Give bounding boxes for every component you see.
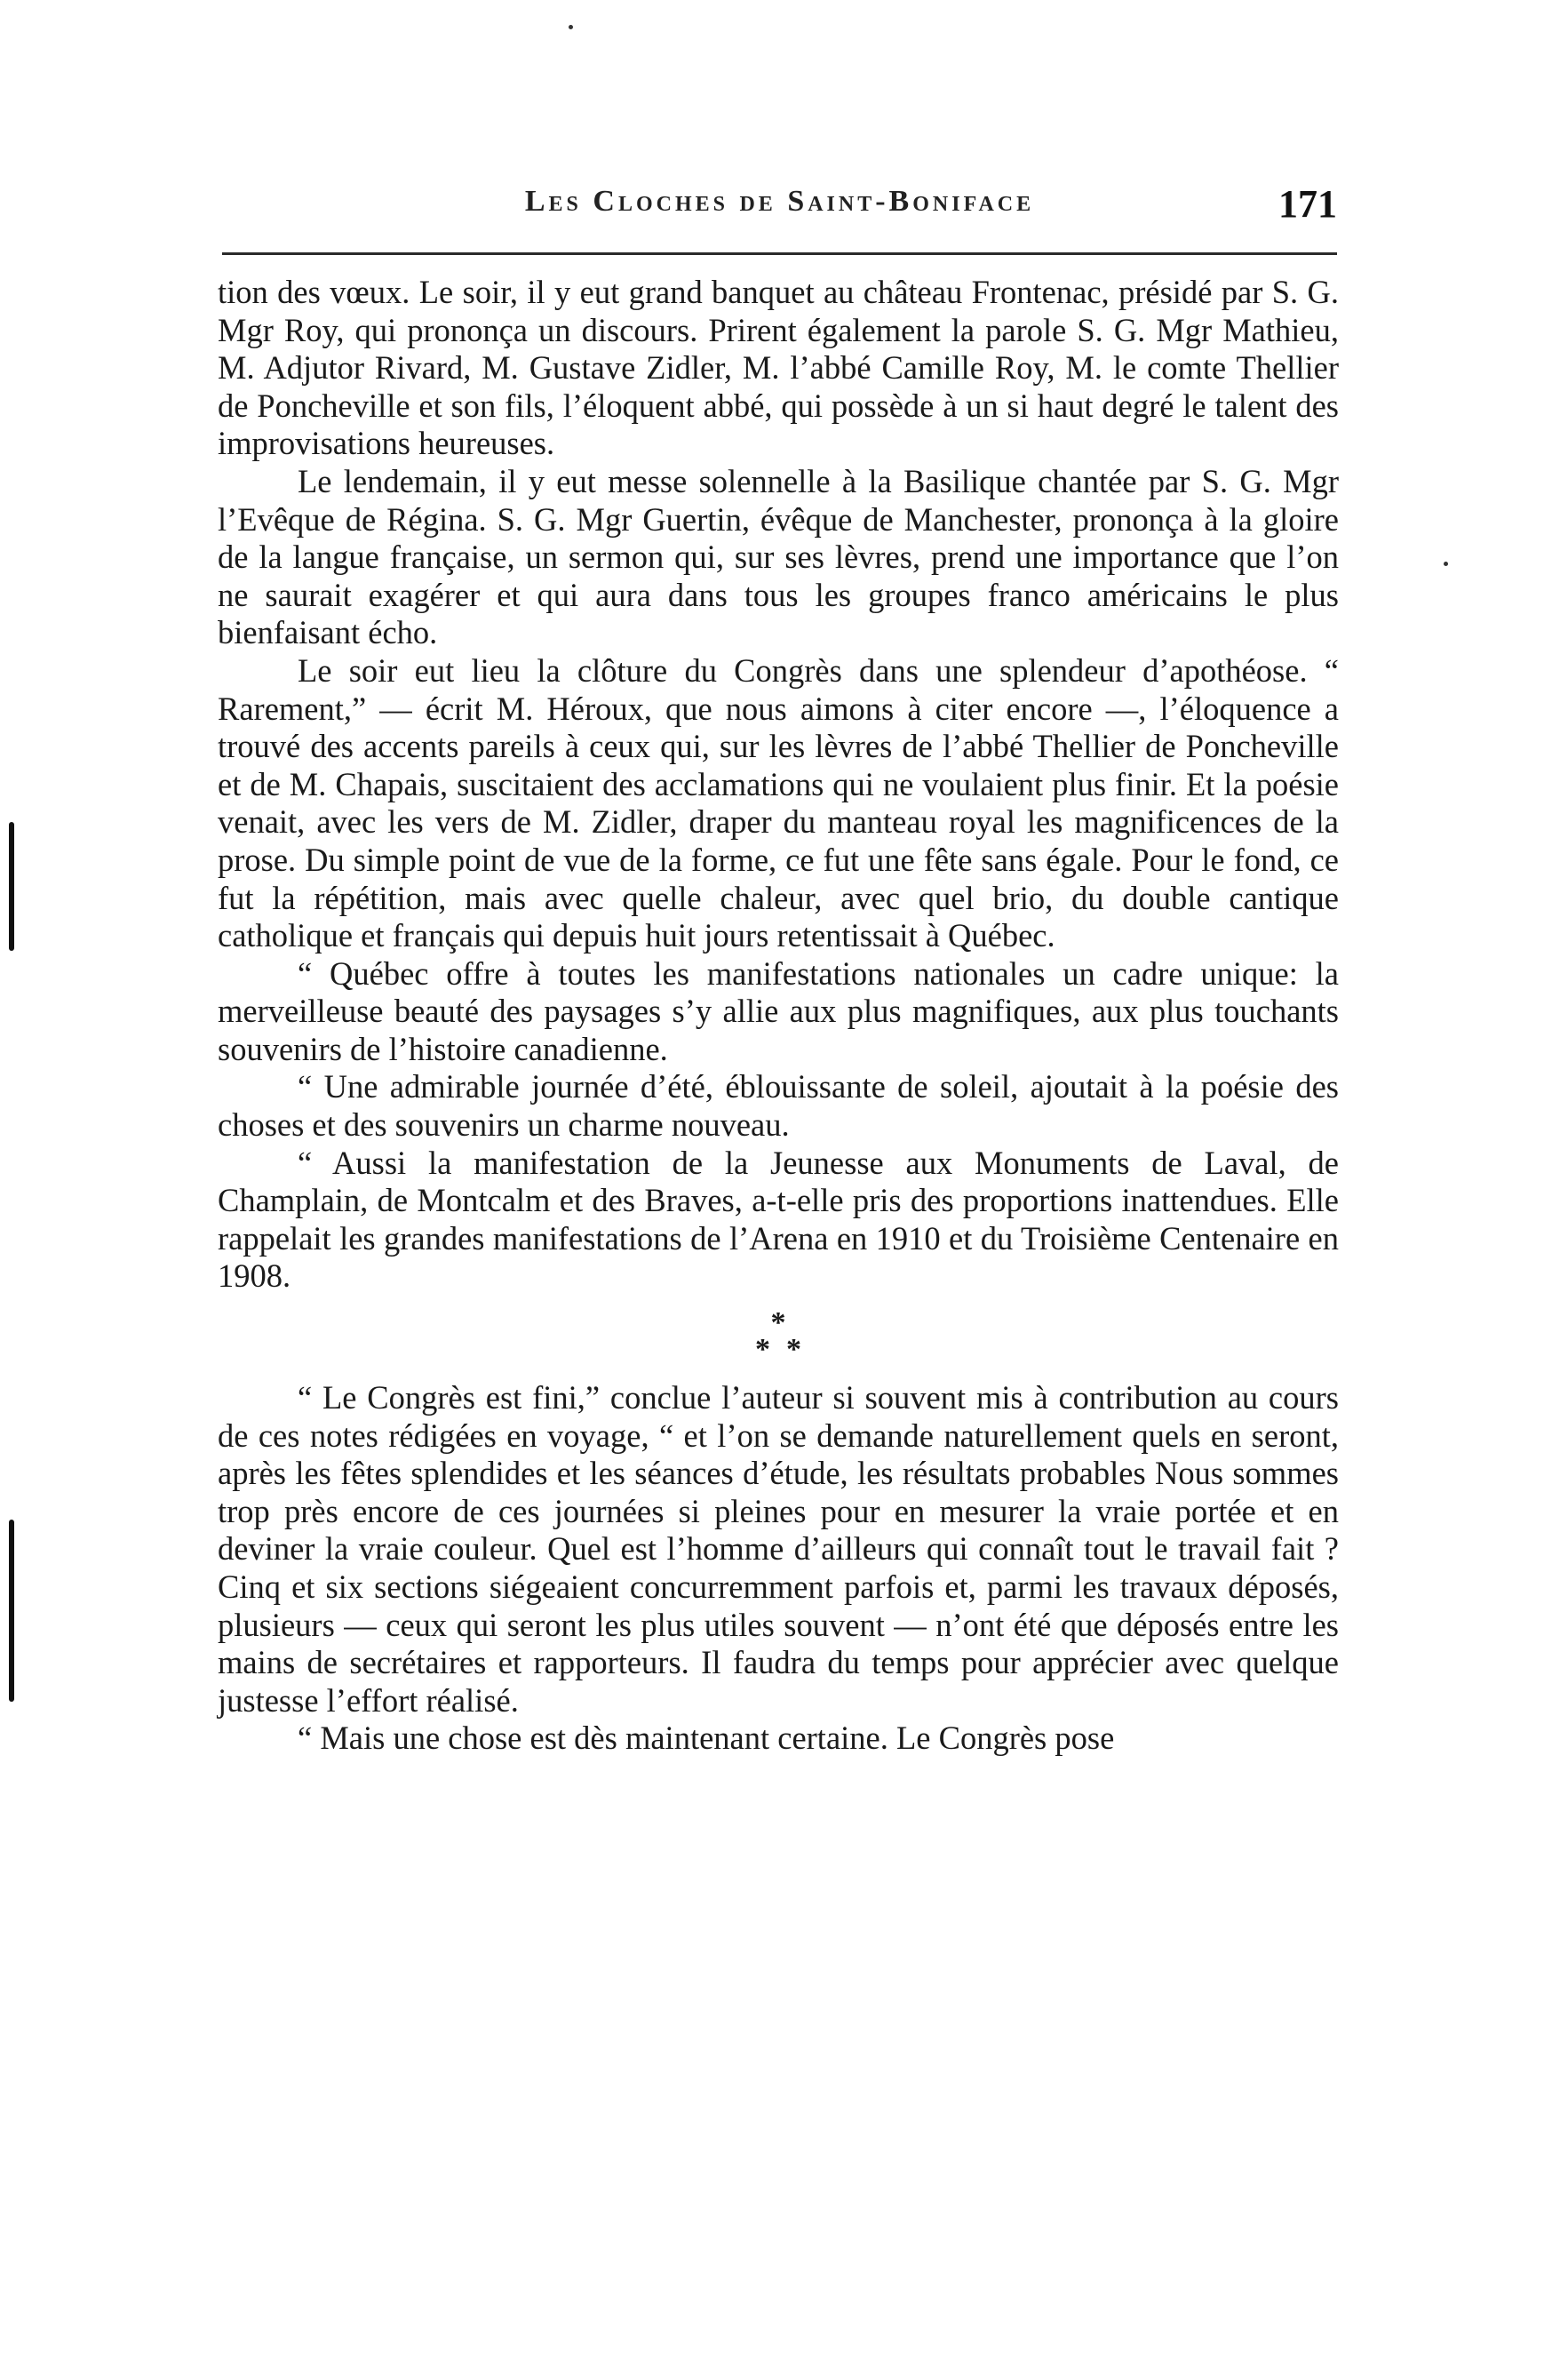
header-rule <box>222 252 1337 255</box>
separator-stars-bottom: ** <box>755 1333 817 1367</box>
separator-star-top: * <box>770 1306 786 1340</box>
scan-speck <box>569 25 573 29</box>
paragraph: “ Québec offre à toutes les manifestations nationales un cadre unique: la merveilleuse beauté des paysages s’y allie aux plus magnifiques, aux plus touchants souvenirs de l’histoire canadienne. <box>218 954 1339 1067</box>
paragraph-continuation: tion des vœux. Le soir, il y eut grand banquet au château Frontenac, présidé par S. G. Mgr Roy, qui prononça un discours. Prirent également la parole S. G. Mgr Mathieu, M. Adjutor Rivard, M. Gustave Zidler, M. l’abbé Camille Roy, M. le comte Thellier de Poncheville et son fils, l’éloquent abbé, qui possède à un si haut degré le talent des improvisations heureuses. <box>218 274 1339 462</box>
paragraph: Le lendemain, il y eut messe solennelle à la Basilique chantée par S. G. Mgr l’Evêque de Régina. S. G. Mgr Guertin, évêque de Manchester, prononça à la gloire de la langue française, un sermon qui, sur ses lèvres, prend une importance que l’on ne saurait exagérer et qui aura dans tous les groupes franco américains le plus bienfaisant écho. <box>218 462 1339 651</box>
margin-mark <box>9 822 14 951</box>
paragraph: “ Aussi la manifestation de la Jeunesse aux Monuments de Laval, de Champlain, de Montcalm et des Braves, a-t-elle pris des proportions inattendues. Elle rappelait les grandes manifestations de l’Arena en 1910 et du Troisième Centenaire en 1908. <box>218 1144 1339 1295</box>
page-number: 171 <box>1278 182 1337 226</box>
paragraph: “ Mais une chose est dès maintenant certaine. Le Congrès pose <box>298 1720 1115 1757</box>
running-head <box>222 182 1337 238</box>
paragraph: “ Une admirable journée d’été, éblouissante de soleil, ajoutait à la poésie des choses et des souvenirs un charme nouveau. <box>218 1068 1339 1144</box>
body-text <box>218 274 1339 1758</box>
paragraph: “ Le Congrès est fini,” conclue l’auteur si souvent mis à contribution au cours de ces notes rédigées en voyage, “ et l’on se demande naturellement quels en seront, après les fêtes splendides et les séances d’étude, les résultats probables Nous sommes trop près encore de ces journées si pleines pour en mesurer la vraie portée et en deviner la vraie couleur. Quel est l’homme d’ailleurs qui connaît tout le travail fait ? Cinq et six sections siégeaient concurremment parfois et, parmi les travaux déposés, plusieurs — ceux qui seront les plus utiles souvent — n’ont été que déposés entre les mains de secrétaires et rapporteurs. Il faudra du temps pour apprécier avec quelque justesse l’effort réalisé. <box>218 1379 1339 1719</box>
running-title: Les Cloches de Saint-Boniface <box>524 185 1035 218</box>
scan-speck <box>1444 562 1448 566</box>
margin-mark <box>9 1520 14 1702</box>
paragraph: Le soir eut lieu la clôture du Congrès dans une splendeur d’apothéose. “ Rarement,” — écrit M. Héroux, que nous aimons à citer encore —, l’éloquence a trouvé des accents pareils à ceux qui, sur les lèvres de l’abbé Thellier de Poncheville et de M. Chapais, suscitaient des acclamations qui ne voulaient plus finir. Et la poésie venait, avec les vers de M. Zidler, draper du manteau royal les magnificences de la prose. Du simple point de vue de la forme, ce fut une fête sans égale. Pour le fond, ce fut la répétition, mais avec quelle chaleur, avec quel brio, du double cantique catholique et français qui depuis huit jours retentissait à Québec. <box>218 651 1339 954</box>
section-separator <box>218 1306 1339 1367</box>
